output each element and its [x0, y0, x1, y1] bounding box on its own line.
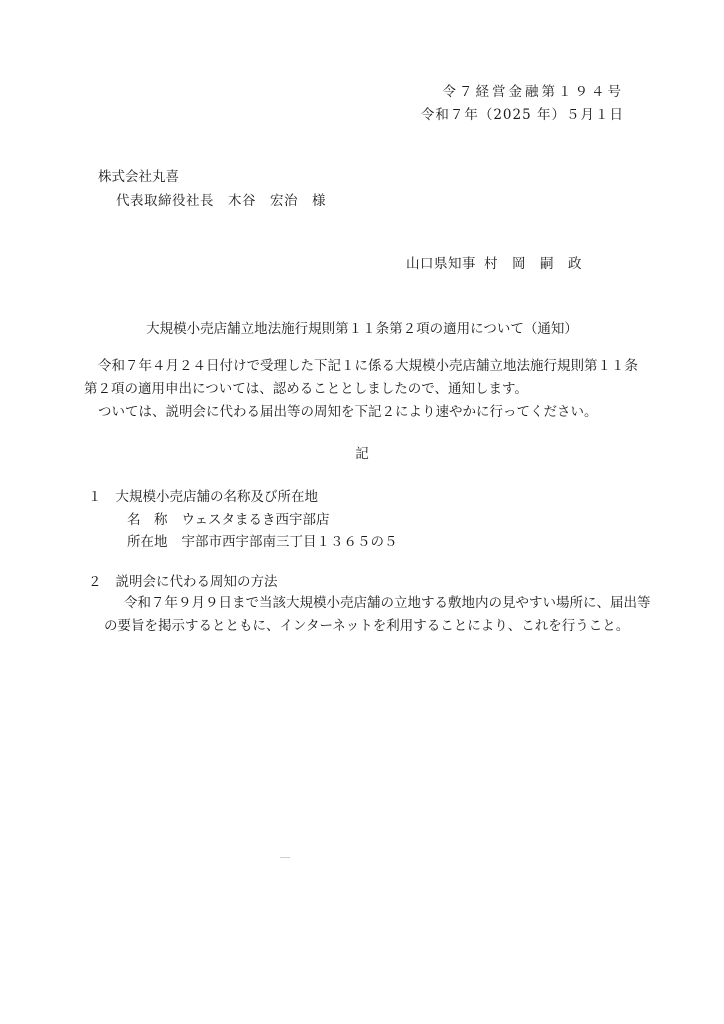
item-1-store-name [127, 508, 329, 528]
sender [406, 252, 582, 272]
store-address-value: 宇部市西宇部南三丁目１３６５の５ [181, 534, 398, 550]
ki-marker: 記 [355, 446, 369, 462]
document-date: 令和７年（2025 年）５月１日 [420, 107, 624, 123]
store-name-label: 名 称 [127, 512, 168, 528]
recipient-person [116, 189, 326, 209]
recipient-name: 木谷 宏治 [228, 193, 298, 209]
scan-mark [280, 857, 290, 858]
recipient-title: 代表取締役社長 [116, 193, 214, 209]
item-1-store-address [127, 530, 398, 550]
recipient-honorific: 様 [312, 193, 326, 209]
subject-line: 大規模小売店舗立地法施行規則第１１条第２項の適用について（通知） [146, 321, 578, 337]
item-1-heading [88, 485, 318, 505]
body-paragraph-1: 令和７年４月２４日付けで受理した下記１に係る大規模小売店舗立地法施行規則第１１条第２項の適用申出については、認めることとしましたので、通知します。 [84, 358, 638, 397]
sender-name: 村 岡 嗣 政 [484, 256, 582, 272]
item-2-heading [88, 570, 278, 590]
item-2-body: 令和７年９月９日まで当該大規模小売店舗の立地する敷地内の見やすい場所に、届出等の要旨を掲示するとともに、インターネットを利用することにより、これを行うこと。 [104, 595, 651, 634]
body-paragraph-2: ついては、説明会に代わる届出等の周知を下記２により速やかに行ってください。 [98, 404, 598, 420]
item-2-number: ２ [88, 574, 102, 590]
item-2-heading-text: 説明会に代わる周知の方法 [115, 574, 278, 590]
store-address-label: 所在地 [127, 534, 168, 550]
sender-title: 山口県知事 [406, 256, 476, 272]
item-1-heading-text: 大規模小売店舗の名称及び所在地 [115, 489, 318, 505]
recipient-company: 株式会社丸喜 [98, 169, 179, 185]
store-name-value: ウェスタまるき西宇部店 [181, 512, 330, 528]
item-1-number: １ [88, 489, 102, 505]
document-number: 令７経営金融第１９４号 [442, 84, 624, 100]
